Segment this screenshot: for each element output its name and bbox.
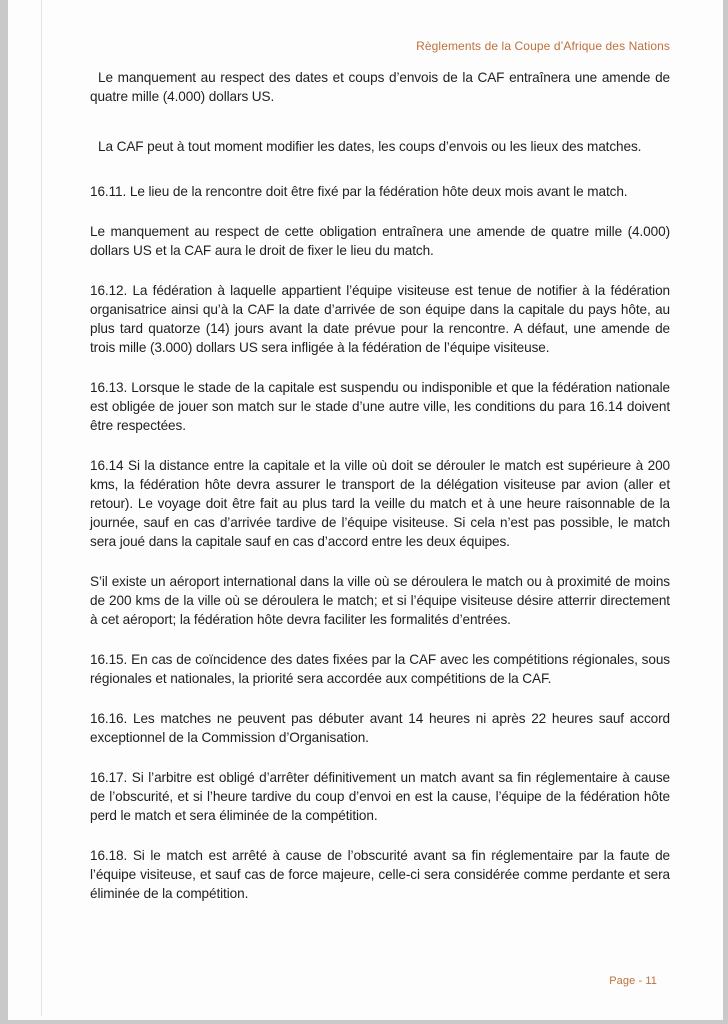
paragraph-16-11: 16.11. Le lieu de la rencontre doit être fixé par la fédération hôte deux mois avant le match. bbox=[90, 184, 628, 199]
paragraph-16-14: 16.14 Si la distance entre la capitale et la ville où doit se dérouler le match est supérieure à 200 kms, la fédération hôte devra assurer le transport de la délégation visiteuse par avion (aller et retour). Le voyage doit être fait au plus tard la veille du match et à une heure raisonnable de la journée, sauf en cas d’arrivée tardive de l’équipe visiteuse. Si cela n’est pas possible, le match sera joué dans la capitale sauf en cas d’accord entre les deux équipes. bbox=[90, 458, 670, 549]
paragraph-16-17: 16.17. Si l’arbitre est obligé d’arrêter définitivement un match avant sa fin réglementaire à cause de l’obscurité, et si l’heure tardive du coup d’envoi en est la cause, l’équipe de la fédération hôte perd le match et sera éliminée de la compétition. bbox=[90, 770, 670, 823]
paragraph-16-18: 16.18. Si le match est arrêté à cause de l’obscurité avant sa fin réglementaire par la faute de l’équipe visiteuse, et sauf cas de force majeure, celle-ci sera considérée comme perdante et sera éliminée de la compétition. bbox=[90, 848, 670, 901]
document-header bbox=[90, 0, 670, 54]
page-content bbox=[90, 0, 670, 924]
paragraph-16-12: 16.12. La fédération à laquelle appartient l’équipe visiteuse est tenue de notifier à la fédération organisatrice ainsi qu’à la CAF la date d’arrivée de son équipe dans la capitale du pays hôte, au plus tard quatorze (14) jours avant la date prévue pour la rencontre. A défaut, une amende de trois mille (3.000) dollars US sera infligée à la fédération de l’équipe visiteuse. bbox=[90, 283, 670, 355]
paragraph-16-11-note: Le manquement au respect de cette obligation entraînera une amende de quatre mille (4.000) dollars US et la CAF aura le droit de fixer le lieu du match. bbox=[90, 224, 670, 258]
document-page bbox=[8, 0, 723, 1020]
header-title: Règlements de la Coupe d’Afrique des Nations bbox=[416, 39, 670, 53]
page-number: Page - 11 bbox=[609, 975, 657, 987]
paragraph-intro-1: Le manquement au respect des dates et coups d’envois de la CAF entraînera une amende de quatre mille (4.000) dollars US. bbox=[90, 70, 670, 104]
scan-edge-line bbox=[41, 0, 42, 1016]
paragraph-16-15: 16.15. En cas de coïncidence des dates fixées par la CAF avec les compétitions régionales, sous régionales et nationales, la priorité sera accordée aux compétitions de la CAF. bbox=[90, 652, 670, 686]
document-body bbox=[90, 68, 670, 903]
paragraph-intro-2: La CAF peut à tout moment modifier les dates, les coups d’envois ou les lieux des matches. bbox=[98, 139, 642, 154]
paragraph-16-13: 16.13. Lorsque le stade de la capitale est suspendu ou indisponible et que la fédération nationale est obligée de jouer son match sur le stade d’une autre ville, les conditions du para 16.14 doivent être respectées. bbox=[90, 380, 670, 433]
paragraph-16-14-note: S’il existe un aéroport international dans la ville où se déroulera le match ou à proximité de moins de 200 kms de la ville où se déroulera le match; et si l’équipe visiteuse désire atterrir directement à cet aéroport; la fédération hôte devra faciliter les formalités d’entrées. bbox=[90, 574, 670, 627]
document-footer bbox=[609, 975, 657, 987]
paragraph-16-16: 16.16. Les matches ne peuvent pas débuter avant 14 heures ni après 22 heures sauf accord exceptionnel de la Commission d’Organisation. bbox=[90, 711, 670, 745]
